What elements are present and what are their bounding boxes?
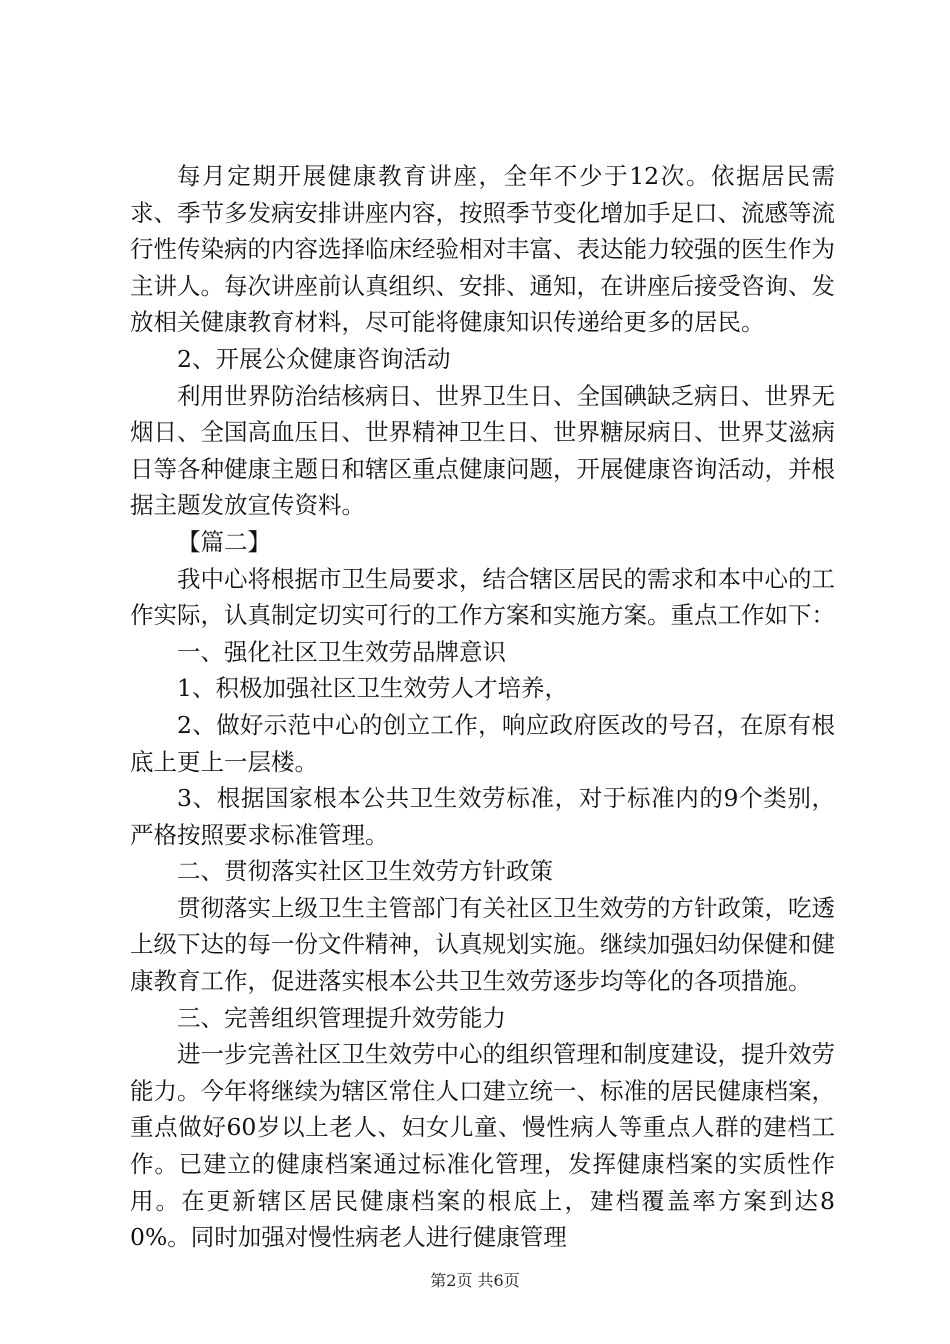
paragraph-center-plan: 我中心将根据市卫生局要求，结合辖区居民的需求和本中心的工作实际，认真制定切实可行的工作方案和实施方案。重点工作如下： bbox=[130, 564, 835, 630]
heading-organization-management: 三、完善组织管理提升效劳能力 bbox=[177, 1003, 506, 1032]
paragraph-policy-detail: 贯彻落实上级卫生主管部门有关社区卫生效劳的方针政策，吃透上级下达的每一份文件精神，认真规划实施。继续加强妇幼保健和健康教育工作，促进落实根本公共卫生效劳逐步均等化的各项措施。 bbox=[130, 893, 835, 996]
heading-public-consultation: 2、开展公众健康咨询活动 bbox=[177, 344, 451, 373]
paragraph-health-records: 进一步完善社区卫生效劳中心的组织管理和制度建设，提升效劳能力。今年将继续为辖区常住人口建立统一、标准的居民健康档案，重点做好60岁以上老人、妇女儿童、慢性病人等重点人群的建档工作。已建立的健康档案通过标准化管理，发挥健康档案的实质性作用。在更新辖区居民健康档案的根底上，建档覆盖率方案到达80%。同时加强对慢性病老人进行健康管理 bbox=[130, 1040, 835, 1252]
heading-brand-awareness: 一、强化社区卫生效劳品牌意识 bbox=[177, 637, 506, 666]
page-number-footer: 第2页 共6页 bbox=[430, 1271, 520, 1290]
section-marker-part-two: 【篇二】 bbox=[177, 527, 271, 556]
item-talent-training: 1、积极加强社区卫生效劳人才培养， bbox=[177, 674, 568, 703]
heading-policy-implementation: 二、贯彻落实社区卫生效劳方针政策 bbox=[177, 857, 553, 886]
paragraph-health-days: 利用世界防治结核病日、世界卫生日、全国碘缺乏病日、世界无烟日、全国高血压日、世界精神卫生日、世界糖尿病日、世界艾滋病日等各种健康主题日和辖区重点健康问题，开展健康咨询活动，并根据主题发放宣传资料。 bbox=[130, 381, 835, 520]
item-national-standard: 3、根据国家根本公共卫生效劳标准，对于标准内的9个类别，严格按照要求标准管理。 bbox=[130, 784, 835, 849]
paragraph-lecture-plan: 每月定期开展健康教育讲座，全年不少于12次。依据居民需求、季节多发病安排讲座内容，按照季节变化增加手足口、流感等流行性传染病的内容选择临床经验相对丰富、表达能力较强的医生作为主讲人。每次讲座前认真组织、安排、通知，在讲座后接受咨询、发放相关健康教育材料，尽可能将健康知识传递给更多的居民。 bbox=[130, 162, 835, 337]
item-demo-center: 2、做好示范中心的创立工作，响应政府医改的号召，在原有根底上更上一层楼。 bbox=[130, 710, 835, 776]
document-body bbox=[130, 158, 835, 1256]
